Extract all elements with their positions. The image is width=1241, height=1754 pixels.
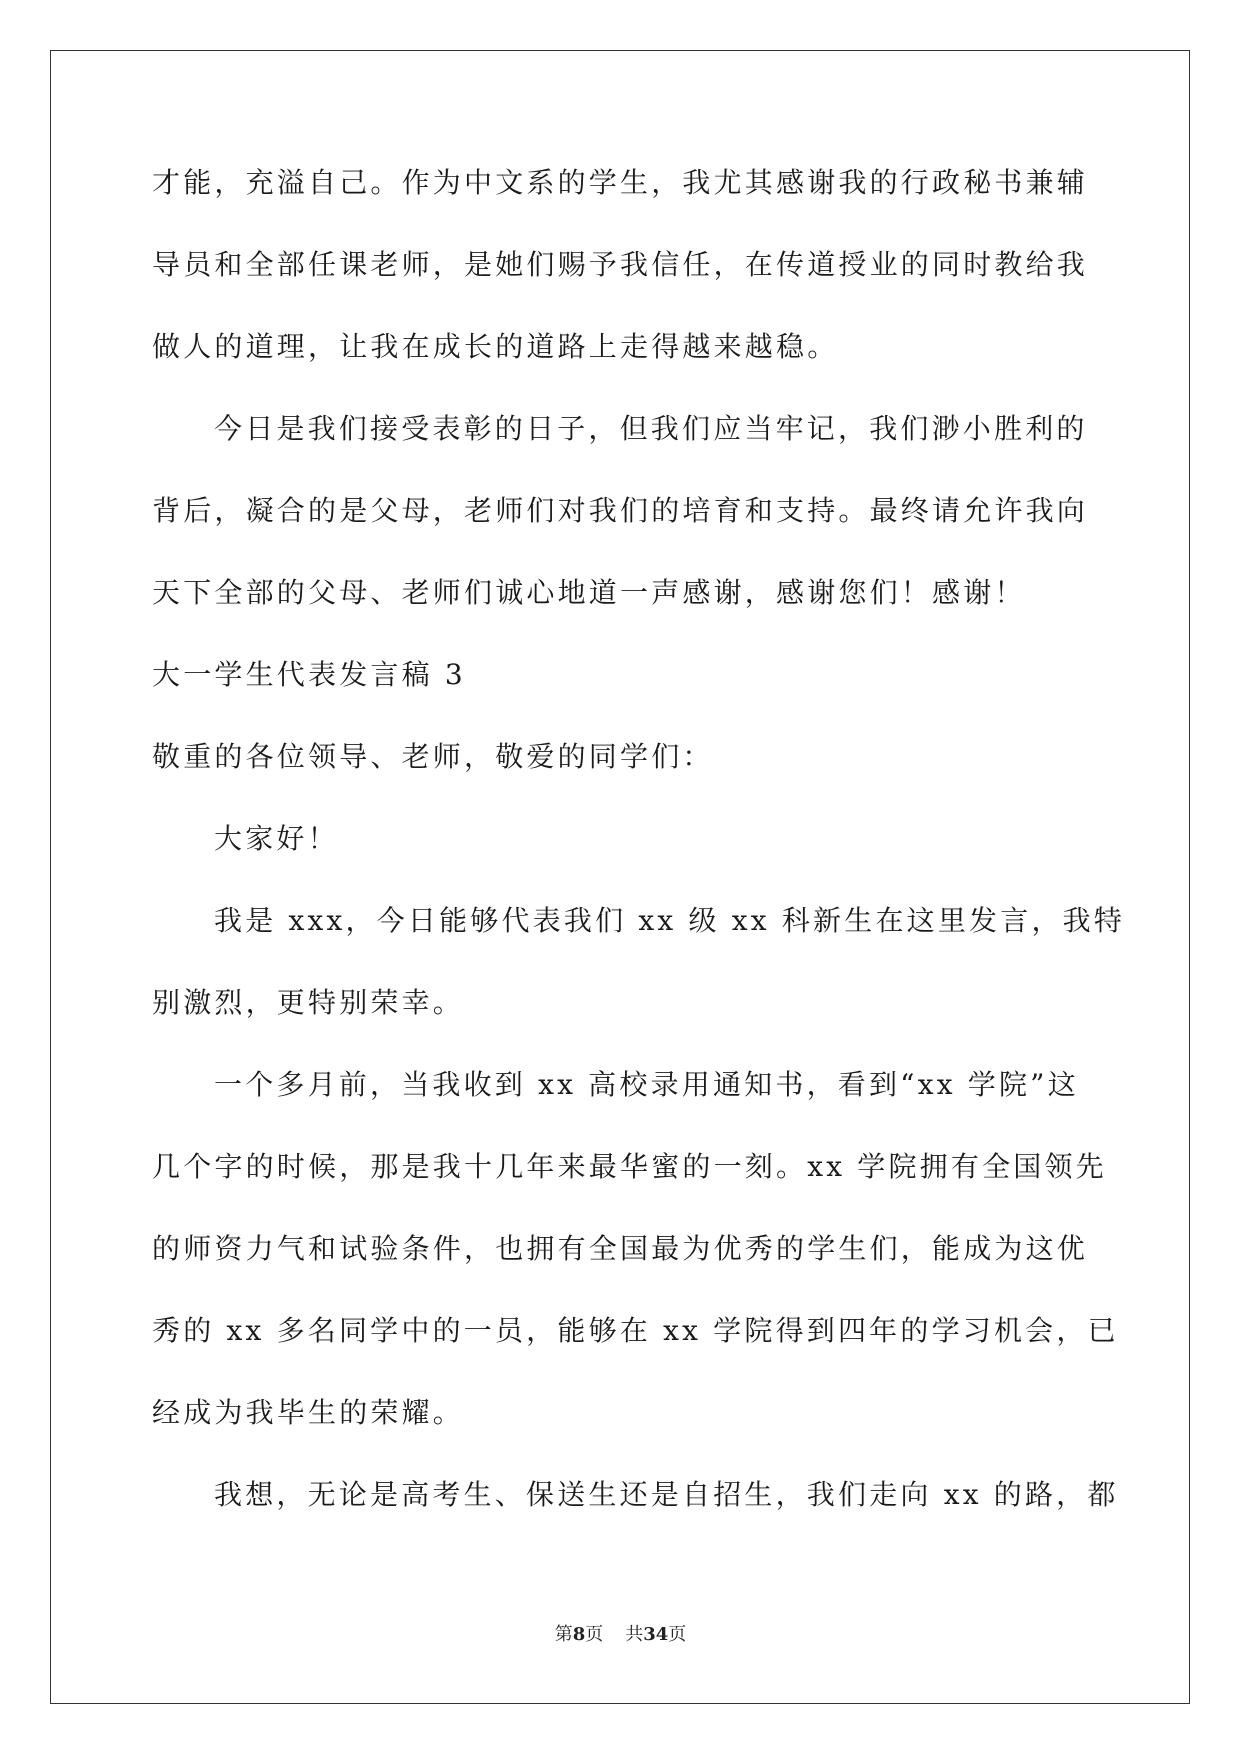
body-line: 背后，凝合的是父母，老师们对我们的培育和支持。最终请允许我向 (152, 494, 1089, 527)
salutation-line: 敬重的各位领导、老师，敬爱的同学们： (152, 740, 714, 773)
page-prefix: 第 (554, 1624, 573, 1645)
section-heading: 大一学生代表发言稿 3 (152, 658, 466, 691)
body-line: 秀的 xx 多名同学中的一员，能够在 xx 学院得到四年的学习机会，已 (152, 1314, 1119, 1347)
body-line: 别激烈，更特别荣幸。 (152, 986, 465, 1019)
page-label: 页 (585, 1624, 604, 1645)
body-line: 做人的道理，让我在成长的道路上走得越来越稳。 (152, 330, 839, 363)
body-line: 天下全部的父母、老师们诚心地道一声感谢，感谢您们！感谢！ (152, 576, 1026, 609)
total-suffix: 页 (668, 1624, 687, 1645)
current-page-number: 8 (572, 1624, 586, 1645)
total-prefix: 共 (625, 1624, 644, 1645)
document-body (152, 163, 1126, 1557)
paragraph-start-line: 我是 xxx，今日能够代表我们 xx 级 xx 科新生在这里发言，我特 (214, 904, 1126, 937)
paragraph-start-line: 我想，无论是高考生、保送生还是自招生，我们走向 xx 的路，都 (214, 1478, 1119, 1511)
paragraph-start-line: 今日是我们接受表彰的日子，但我们应当牢记，我们渺小胜利的 (214, 412, 1088, 445)
page-footer (0, 1620, 1241, 1646)
body-line: 的师资力气和试验条件，也拥有全国最为优秀的学生们，能成为这优 (152, 1232, 1089, 1265)
body-line: 几个字的时候，那是我十几年来最华蜜的一刻。xx 学院拥有全国领先 (152, 1150, 1107, 1183)
body-line: 导员和全部任课老师，是她们赐予我信任，在传道授业的同时教给我 (152, 248, 1089, 281)
greeting-line: 大家好！ (214, 822, 339, 855)
paragraph-start-line: 一个多月前，当我收到 xx 高校录用通知书，看到“xx 学院”这 (214, 1068, 1079, 1101)
body-line: 才能，充溢自己。作为中文系的学生，我尤其感谢我的行政秘书兼辅 (152, 166, 1089, 199)
body-line: 经成为我毕生的荣耀。 (152, 1396, 465, 1429)
total-page-count: 34 (643, 1624, 669, 1645)
